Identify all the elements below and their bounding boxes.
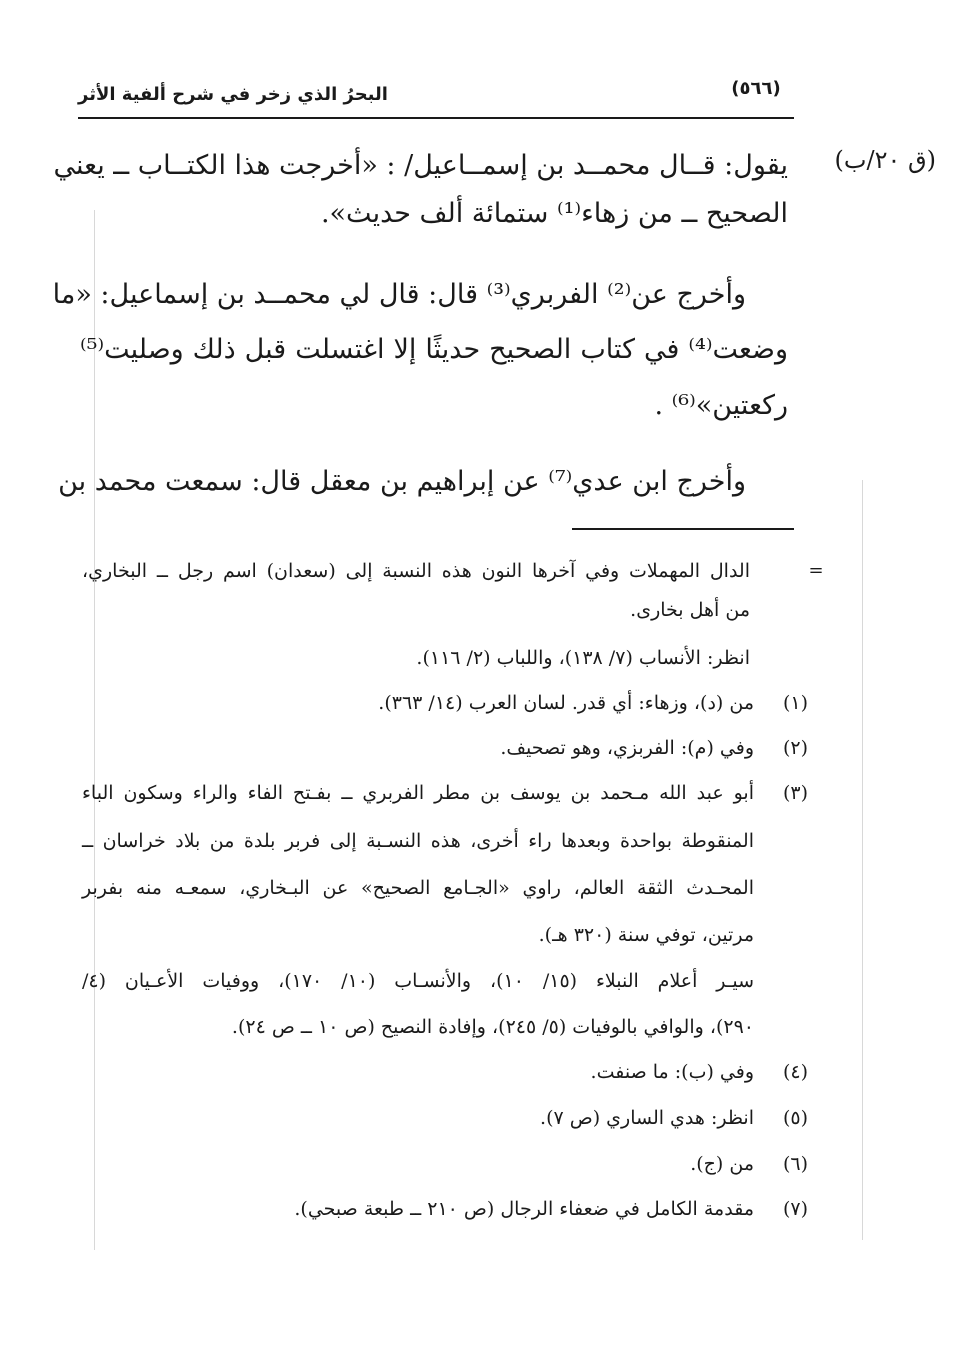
manuscript-folio-marker: (ق ٢٠/ب) bbox=[834, 146, 936, 174]
body-line: وأخرج ابن عدي⁽⁷⁾ عن إبراهيم بن معقل قال: سمعت محمد بن bbox=[58, 466, 746, 497]
footnote-number: (٥) bbox=[782, 1107, 808, 1129]
footnote-separator bbox=[572, 528, 794, 530]
footnote-line: أبو عبد الله مـحمد بن يوسف بن مطر الفربري ــ بفـتح الفاء والراء وسكون الباء bbox=[82, 782, 754, 804]
footnote-line: المنقوطة بواحدة وبعدها راء أخرى، هذه النسـبة إلى فربر بلدة من بلاد خراسان ــ bbox=[82, 830, 754, 852]
header-rule bbox=[78, 117, 794, 119]
footnote-line: انظر: الأنساب (٧/ ١٣٨)، واللباب (٢/ ١١٦). bbox=[416, 647, 750, 669]
footnote-number: (٤) bbox=[782, 1061, 808, 1083]
body-line: وضعت⁽⁴⁾ في كتاب الصحيح حديثًا إلا اغتسلت قبل ذلك وصليت⁽⁵⁾ bbox=[80, 334, 788, 365]
footnote-line: وفي (م): الفربزي، وهو تصحيف. bbox=[500, 737, 754, 759]
running-title: البحرُ الذي زخر في شرح ألفية الأثر bbox=[78, 84, 388, 105]
footnote-number: (٧) bbox=[782, 1198, 808, 1220]
footnote-line: ٢٩٠)، والوافي بالوفيات (٥/ ٢٤٥)، وإفادة النصيح (ص ١٠ ــ ص ٢٤). bbox=[231, 1016, 754, 1038]
footnote-line: المحـدث الثقة العالم، راوي «الجـامع الصحيح» عن البـخاري، سمعـه منه بفربر bbox=[82, 877, 754, 899]
footnote-line: الدال المهملات وفي آخرها النون هذه النسبة إلى (سعدان) اسم رجل ــ البخاري، bbox=[82, 560, 750, 582]
footnote-line: مقدمة الكامل في ضعفاء الرجال (ص ٢١٠ ــ طبعة صبحي). bbox=[294, 1198, 754, 1220]
body-line: ركعتين»⁽⁶⁾ . bbox=[654, 390, 788, 421]
footnote-line: انظر: هدي الساري (ص ٧). bbox=[540, 1107, 754, 1129]
scan-artifact-right bbox=[862, 480, 863, 1240]
footnote-line: وفي (ب): ما صنفت. bbox=[590, 1061, 754, 1083]
footnote-number: (٢) bbox=[782, 737, 808, 759]
body-line: الصحيح ــ من زهاء⁽¹⁾ ستمائة ألف حديث». bbox=[320, 198, 788, 229]
footnote-number: (٣) bbox=[782, 782, 808, 804]
body-line: وأخرج عن⁽²⁾ الفربري⁽³⁾ قال: قال لي محمــد بن إسماعيل: «ما bbox=[52, 279, 746, 310]
footnote-line: من (د)، وزهاء: أي قدر. لسان العرب (١٤/ ٣٦٣). bbox=[378, 692, 754, 714]
body-line: يقول: قــال محمــد بن إسمــاعيل/ : «أخرجت هذا الكتــاب ــ يعني bbox=[53, 150, 788, 181]
footnote-number: (٦) bbox=[782, 1153, 808, 1175]
page-number: (٥٦٦) bbox=[731, 78, 781, 99]
continuation-mark: = bbox=[808, 560, 824, 581]
footnote-line: مرتين، توفي سنة (٣٢٠ هـ). bbox=[538, 924, 754, 946]
footnote-number: (١) bbox=[782, 692, 808, 714]
footnote-line: من أهل بخارى. bbox=[630, 599, 750, 621]
footnote-line: سيـر أعلام النبلاء (١٥/ ١٠)، والأنسـاب (١٠/ ١٧٠)، ووفيات الأعـيان (٤/ bbox=[82, 970, 755, 992]
footnote-line: من (ج). bbox=[690, 1153, 754, 1175]
